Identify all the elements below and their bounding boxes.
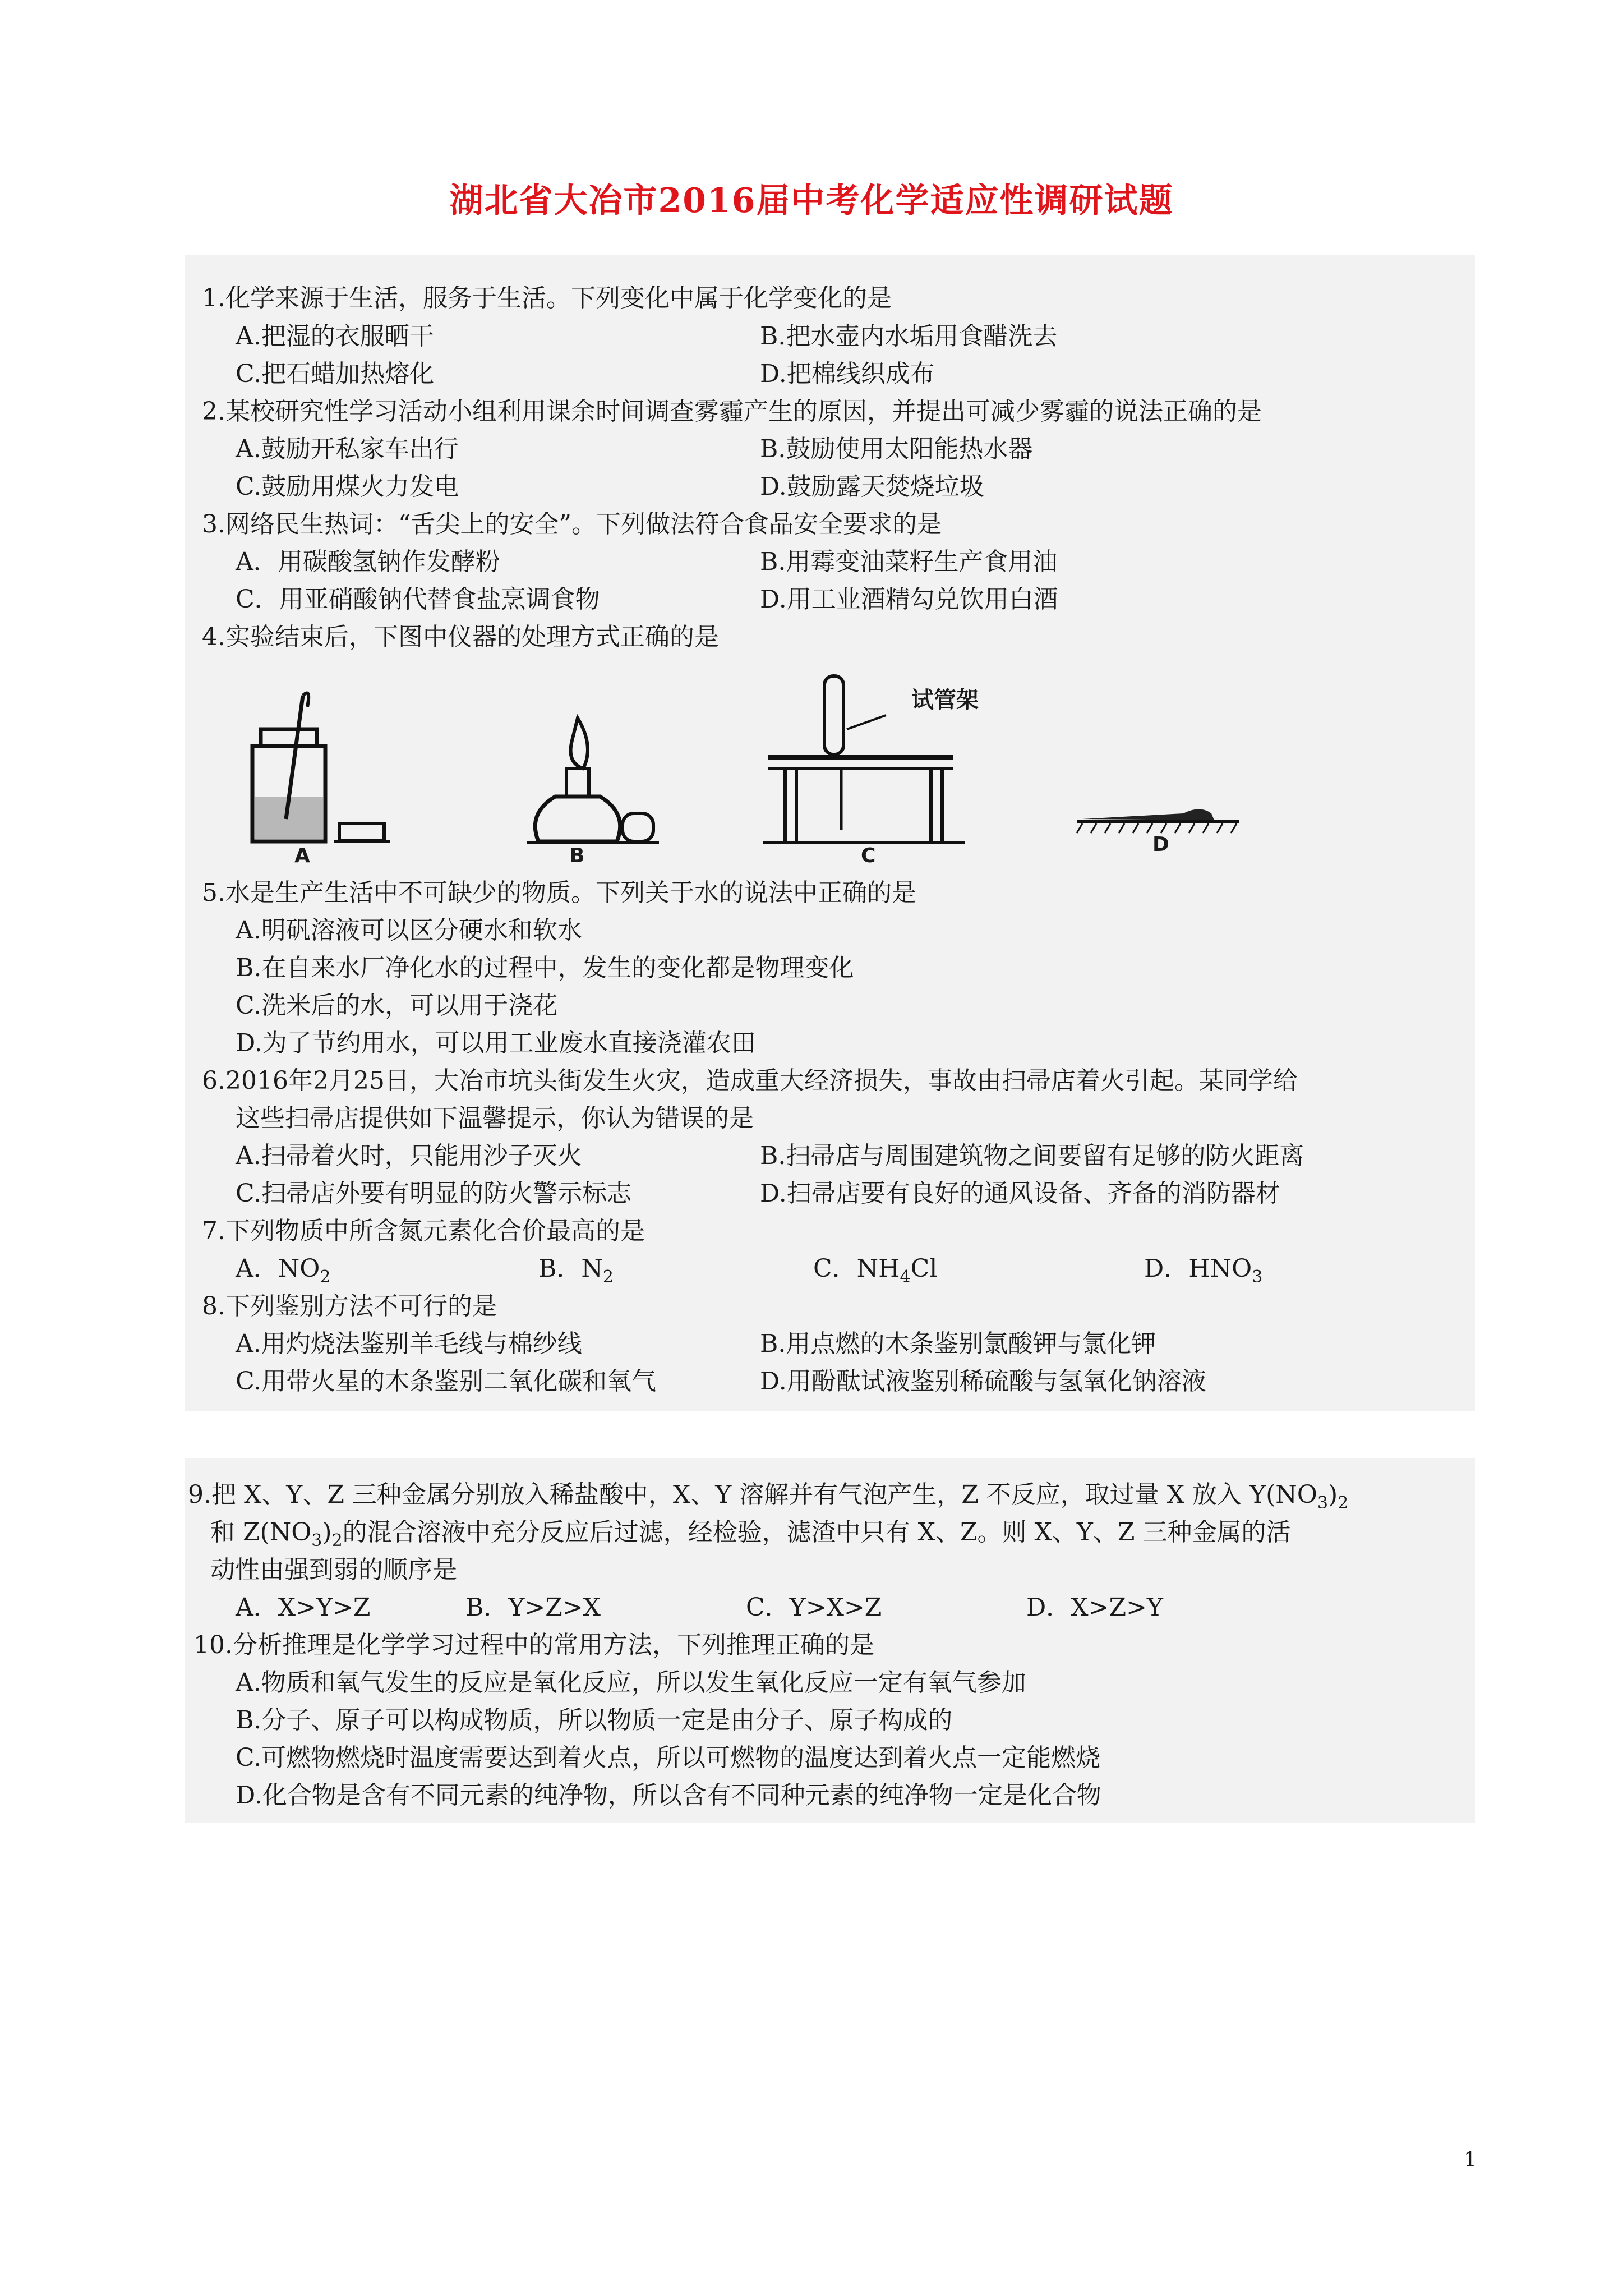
q7-a-text: A．NO [236, 1254, 320, 1283]
q7-b-sub: 2 [602, 1267, 614, 1287]
page-number: 1 [1464, 2148, 1477, 2171]
question-7-stem: 7.下列物质中所含氮元素化合价最高的是 [202, 1217, 645, 1245]
question-1-option-b: B.把水壶内水垢用食醋洗去 [760, 322, 1058, 351]
question-9-stem [188, 1480, 1349, 1513]
question-3-option-b: B.用霉变油菜籽生产食用油 [760, 547, 1058, 576]
question-3-option-a: A．用碳酸氢钠作发酵粉 [236, 547, 500, 576]
question-6-stem-continued: 这些扫帚店提供如下温馨提示，你认为错误的是 [236, 1104, 754, 1133]
question-5-option-d: D.为了节约用水，可以用工业废水直接浇灌农田 [236, 1029, 756, 1057]
q9-sub-2: 3 [311, 1530, 322, 1550]
question-4-stem: 4.实验结束后，下图中仪器的处理方式正确的是 [202, 623, 719, 651]
rack-label: 试管架 [911, 687, 979, 713]
question-6-option-c: C.扫帚店外要有明显的防火警示标志 [236, 1179, 632, 1208]
question-6-option-b: B.扫帚店与周围建筑物之间要留有足够的防火距离 [760, 1142, 1304, 1170]
question-1-option-d: D.把棉线织成布 [760, 360, 935, 388]
question-5-option-c: C.洗米后的水，可以用于浇花 [236, 991, 558, 1020]
question-8-option-d: D.用酚酞试液鉴别稀硫酸与氢氧化钠溶液 [760, 1367, 1206, 1396]
question-10-option-a: A.物质和氧气发生的反应是氧化反应，所以发生氧化反应一定有氧气参加 [236, 1668, 1026, 1697]
question-3-option-d: D.用工业酒精勾兑饮用白酒 [760, 585, 1058, 614]
q9-tail-2: ) [322, 1518, 332, 1547]
question-8-option-b: B.用点燃的木条鉴别氯酸钾与氯化钾 [760, 1329, 1156, 1358]
q9-sub-end: 2 [1338, 1493, 1349, 1513]
question-9-stem-line2 [210, 1520, 1290, 1549]
question-1-option-c: C.把石蜡加热熔化 [236, 360, 435, 388]
question-10-stem: 10.分析推理是化学学习过程中的常用方法，下列推理正确的是 [193, 1631, 874, 1659]
q9-sub-2b: 2 [331, 1530, 343, 1550]
question-7-option-a [236, 1254, 331, 1287]
question-2-option-d: D.鼓励露天焚烧垃圾 [760, 472, 984, 501]
question-10-option-b: B.分子、原子可以构成物质，所以物质一定是由分子、原子构成的 [236, 1706, 953, 1734]
figure-b-label: B [569, 844, 585, 867]
question-8-option-c: C.用带火星的木条鉴别二氧化碳和氧气 [236, 1367, 657, 1396]
q7-c-text: C．NH [813, 1254, 900, 1283]
q9-tail-1: ) [1327, 1480, 1338, 1509]
question-6-option-a: A.扫帚着火时，只能用沙子灭火 [236, 1142, 582, 1170]
question-8-stem: 8.下列鉴别方法不可行的是 [202, 1292, 497, 1320]
figure-d-object-on-table [1071, 673, 1251, 898]
question-9-stem-line3: 动性由强到弱的顺序是 [210, 1556, 457, 1584]
q7-d-sub: 3 [1252, 1267, 1263, 1287]
question-2-option-b: B.鼓励使用太阳能热水器 [760, 435, 1033, 463]
page-title: 湖北省大冶市2016届中考化学适应性调研试题 [449, 181, 1174, 220]
question-6-stem: 6.2016年2月25日，大冶市坑头街发生火灾，造成重大经济损失，事故由扫帚店着火引起。某同学给 [202, 1066, 1298, 1095]
q7-a-sub: 2 [320, 1267, 331, 1287]
figure-c-label: C [861, 844, 876, 867]
figure-a-label: A [294, 844, 310, 867]
question-2-option-a: A.鼓励开私家车出行 [236, 435, 459, 463]
q9-stem-text: 9.把 X、Y、Z 三种金属分别放入稀盐酸中，X、Y 溶解并有气泡产生，Z 不反应，取过量 X 放入 Y(NO [188, 1480, 1317, 1509]
question-9-option-b: B．Y>Z>X [465, 1593, 601, 1622]
q9-line2-start: 和 Z(NO [210, 1518, 312, 1547]
question-5-option-a: A.明矾溶液可以区分硬水和软水 [236, 916, 582, 945]
q7-c-tail: Cl [910, 1254, 938, 1283]
question-5-stem: 5.水是生产生活中不可缺少的物质。下列关于水的说法中正确的是 [202, 878, 916, 907]
question-3-stem: 3.网络民生热词：“舌尖上的安全”。下列做法符合食品安全要求的是 [202, 510, 942, 539]
question-3-option-c: C．用亚硝酸钠代替食盐烹调食物 [236, 585, 600, 614]
question-5-option-b: B.在自来水厂净化水的过程中，发生的变化都是物理变化 [236, 954, 854, 982]
question-10-option-d: D.化合物是含有不同元素的纯净物，所以含有不同种元素的纯净物一定是化合物 [236, 1781, 1101, 1810]
question-7-option-b [538, 1254, 614, 1287]
question-2-stem: 2.某校研究性学习活动小组利用课余时间调查雾霾产生的原因，并提出可减少雾霾的说法正确的是 [202, 397, 1262, 426]
q9-line2-rest: 的混合溶液中充分反应后过滤，经检验，滤渣中只有 X、Z。则 X、Y、Z 三种金属的活 [342, 1518, 1291, 1547]
question-9-option-a: A．X>Y>Z [236, 1593, 371, 1622]
question-1-stem: 1.化学来源于生活，服务于生活。下列变化中属于化学变化的是 [202, 284, 892, 312]
figure-a-reagent-bottle [241, 673, 409, 898]
question-7-option-c [813, 1254, 938, 1287]
q7-d-text: D．HNO [1144, 1254, 1252, 1283]
question-7-option-d [1144, 1254, 1263, 1287]
figure-d-label: D [1152, 833, 1169, 856]
q7-b-text: B．N [538, 1254, 603, 1283]
question-6-option-d: D.扫帚店要有良好的通风设备、齐备的消防器材 [760, 1179, 1280, 1208]
question-9-option-c: C．Y>X>Z [746, 1593, 882, 1622]
question-10-option-c: C.可燃物燃烧时温度需要达到着火点，所以可燃物的温度达到着火点一定能燃烧 [236, 1743, 1101, 1772]
question-2-option-c: C.鼓励用煤火力发电 [236, 472, 459, 501]
question-8-option-a: A.用灼烧法鉴别羊毛线与棉纱线 [236, 1329, 582, 1358]
question-9-option-d: D．X>Z>Y [1026, 1593, 1163, 1622]
q7-c-sub: 4 [900, 1267, 911, 1287]
question-1-option-a: A.把湿的衣服晒干 [236, 322, 434, 351]
q9-sub-1: 3 [1317, 1493, 1328, 1513]
